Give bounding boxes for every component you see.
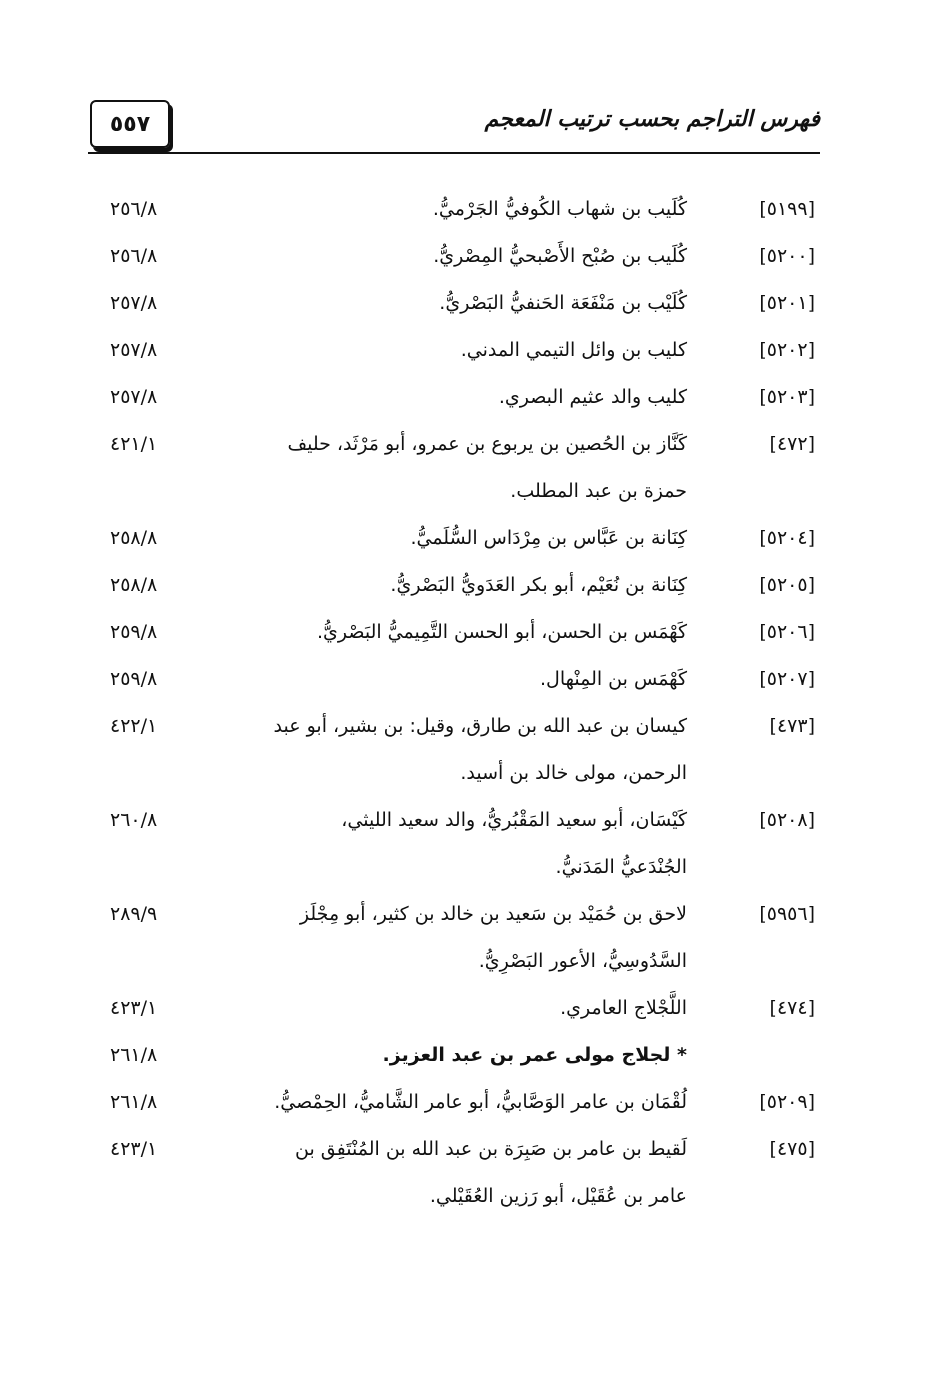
- entry-name: كِنَانة بن عَبَّاس بن مِرْدَاس السُّلَميُّ.: [410, 527, 687, 549]
- entry: [0, 1032, 943, 1079]
- entry: [0, 421, 943, 515]
- entry-name: لاحق بن حُمَيْد بن سَعيد بن خالد بن كثير، أبو مِجْلَز السَّدُوسِيُّ، الأعور البَصْرِيُّ.: [299, 903, 687, 972]
- entry-name: كَنَّاز بن الحُصين بن يربوع بن عمرو، أبو مَرْثَد، حليف حمزة بن عبد المطلب.: [287, 433, 687, 502]
- page-header: [88, 100, 820, 156]
- entry-name: كُلَيب بن شهاب الكُوفيُّ الجَرْميُّ.: [432, 198, 687, 220]
- entry-number: [٥٢٠٠]: [759, 245, 815, 267]
- entry: [0, 797, 943, 891]
- entry: [0, 562, 943, 609]
- entry: [0, 703, 943, 797]
- entry-reference: ٢٥٦/٨: [110, 198, 158, 220]
- entry-name: كليب والد عثيم البصري.: [498, 386, 687, 408]
- entry: [0, 1079, 943, 1126]
- entry-number: [٥١٩٩]: [759, 198, 815, 220]
- entry-number: [٤٧٤]: [769, 997, 815, 1019]
- entry-number: [٤٧٢]: [769, 433, 815, 455]
- entry-number: [٥٢٠٧]: [759, 668, 815, 690]
- entry-name: كليب بن وائل التيمي المدني.: [460, 339, 687, 361]
- entry-name: كُلَيْب بن مَنْفَعَة الحَنفيُّ البَصْريُّ.: [439, 292, 687, 314]
- index-entries: [0, 186, 943, 1220]
- entry-number: [٤٧٣]: [769, 715, 815, 737]
- entry: [0, 515, 943, 562]
- entry-number: [٥٢٠٢]: [759, 339, 815, 361]
- entry-reference: ٤٢٣/١: [110, 997, 158, 1019]
- entry-name: لُقْمَان بن عامر الوَصَّابيُّ، أبو عامر الشَّاميُّ، الحِمْصيُّ.: [274, 1091, 687, 1113]
- entry-number: [٥٢٠٣]: [759, 386, 815, 408]
- entry-name: اللَّجْلاج العامري.: [560, 997, 687, 1019]
- entry: [0, 609, 943, 656]
- entry-name: كيسان بن عبد الله بن طارق، وقيل: بن بشير، أبو عبد الرحمن، مولى خالد بن أسيد.: [273, 715, 687, 784]
- entry-reference: ٢٥٧/٨: [110, 386, 158, 408]
- entry: [0, 280, 943, 327]
- entry: [0, 186, 943, 233]
- entry-number: [٥٢٠٩]: [759, 1091, 815, 1113]
- entry-number: [٥٢٠٨]: [759, 809, 815, 831]
- entry: [0, 1126, 943, 1220]
- entry-reference: ٢٦١/٨: [110, 1091, 158, 1113]
- entry-reference: ٢٥٩/٨: [110, 668, 158, 690]
- entry-name: * لجلاج مولى عمر بن عبد العزيز.: [382, 1044, 687, 1066]
- entry-name: كَهْمَس بن المِنْهال.: [539, 668, 687, 690]
- entry-reference: ٢٥٧/٨: [110, 339, 158, 361]
- entry-number: [٥٢٠٥]: [759, 574, 815, 596]
- entry-number: [٥٩٥٦]: [759, 903, 815, 925]
- entry-name: لَقيط بن عامر بن صَبِرَة بن عبد الله بن المُنْتَفِق بن عامر بن عُقَيْل، أبو رَزين العُقَيْلي.: [295, 1138, 687, 1207]
- entry-reference: ٢٥٩/٨: [110, 621, 158, 643]
- page-number: ٥٥٧: [109, 111, 151, 137]
- entry-name: كُلَيب بن صُبْح الأَصْبحيُّ المِصْريُّ.: [433, 245, 687, 267]
- entry-reference: ٢٥٨/٨: [110, 527, 158, 549]
- entry-name: كِنَانة بن نُعَيْم، أبو بكر العَدَويُّ البَصْريُّ.: [390, 574, 687, 596]
- entry-reference: ٤٢٢/١: [110, 715, 158, 737]
- page-number-box: [90, 100, 170, 148]
- entry-number: [٥٢٠٤]: [759, 527, 815, 549]
- entry-reference: ٤٢٣/١: [110, 1138, 158, 1160]
- entry-reference: ٢٦١/٨: [110, 1044, 158, 1066]
- running-title: فهرس التراجم بحسب ترتيب المعجم: [484, 106, 820, 132]
- entry-number: [٤٧٥]: [769, 1138, 815, 1160]
- entry-reference: ٢٥٧/٨: [110, 292, 158, 314]
- entry-reference: ٢٦٠/٨: [110, 809, 158, 831]
- entry-name: كَهْمَس بن الحسن، أبو الحسن التَّمِيميُّ البَصْريُّ.: [316, 621, 687, 643]
- entry: [0, 656, 943, 703]
- entry-reference: ٢٨٩/٩: [110, 903, 158, 925]
- entry-reference: ٢٥٦/٨: [110, 245, 158, 267]
- entry-reference: ٢٥٨/٨: [110, 574, 158, 596]
- entry: [0, 374, 943, 421]
- entry: [0, 327, 943, 374]
- entry: [0, 233, 943, 280]
- entry-number: [٥٢٠٦]: [759, 621, 815, 643]
- entry: [0, 985, 943, 1032]
- entry-reference: ٤٢١/١: [110, 433, 158, 455]
- header-rule: [88, 152, 820, 154]
- entry-number: [٥٢٠١]: [759, 292, 815, 314]
- entry-name: كَيْسَان، أبو سعيد المَقْبُريُّ، والد سعيد الليثي، الجُنْدَعيُّ المَدَنيُّ.: [341, 809, 687, 878]
- entry: [0, 891, 943, 985]
